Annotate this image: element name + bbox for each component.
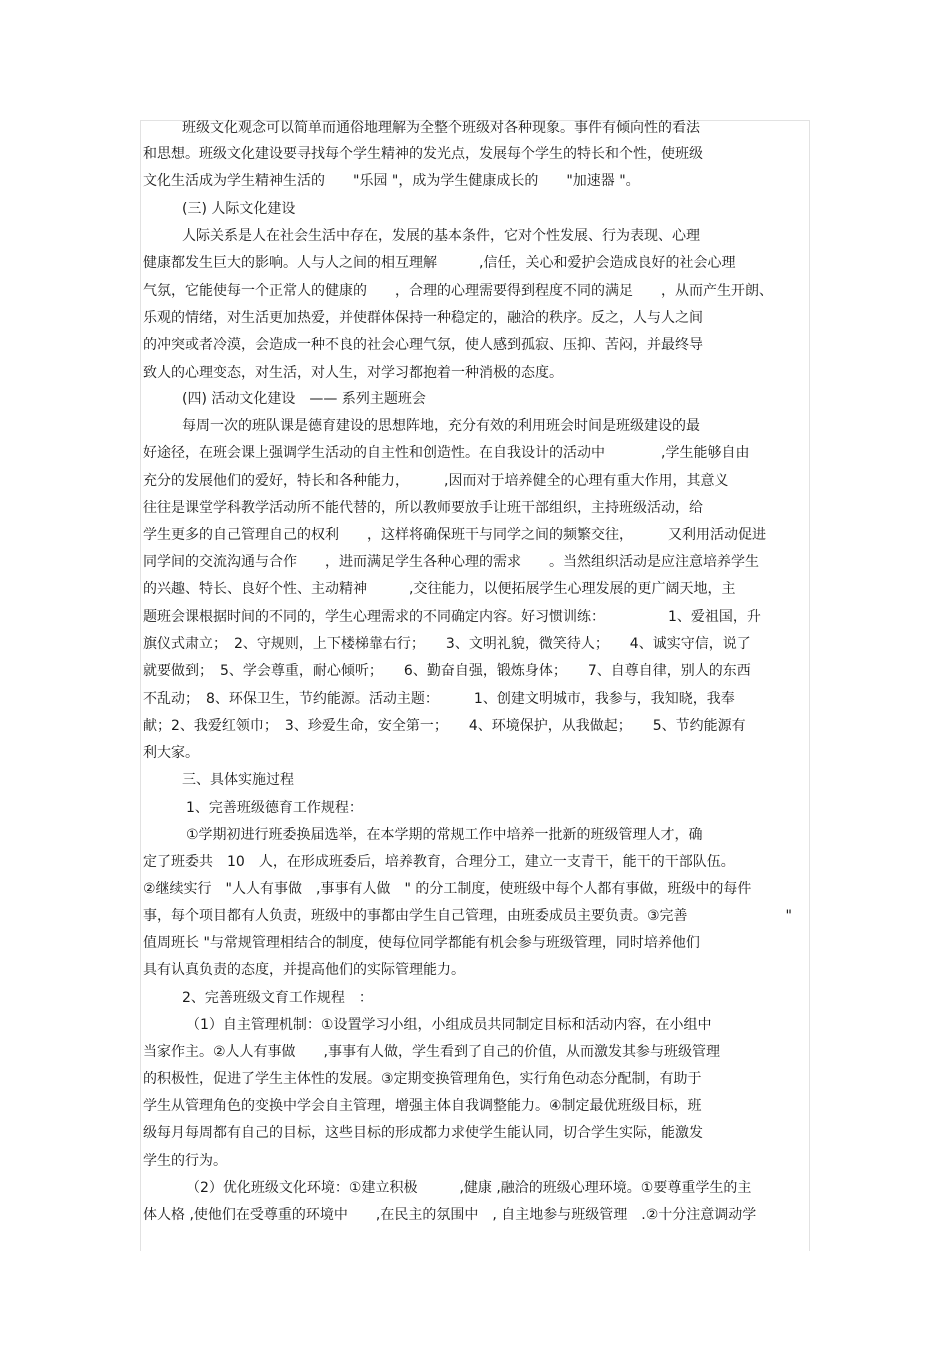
text-line: 学生更多的自己管理自己的权利 ，这样将确保班干与同学之间的频繁交往， 又利用活动促进 xyxy=(143,527,766,543)
text-line: 乐观的情绪，对生活更加热爱，并使群体保持一种稳定的，融洽的秩序。反之，人与人之间 xyxy=(143,310,703,326)
text-line: 学生的行为。 xyxy=(143,1153,227,1169)
text-line: ②继续实行 "人人有事做 ,事事有人做 " 的分工制度，使班级中每个人都有事做，班级中的每件 xyxy=(143,881,752,897)
text-line: 文化生活成为学生精神生活的 "乐园 "，成为学生健康成长的 "加速器 "。 xyxy=(143,173,640,189)
text-line: ①学期初进行班委换届选举，在本学期的常规工作中培养一批新的班级管理人才，确 xyxy=(186,827,703,843)
text-line: 班级文化观念可以简单而通俗地理解为全整个班级对各种现象。事件有倾向性的看法 xyxy=(182,120,700,136)
text-line: 旗仪式肃立； 2、守规则，上下楼梯靠右行； 3、文明礼貌，微笑待人； 4、诚实守信，说了 xyxy=(143,636,751,652)
text-line: （1）自主管理机制：①设置学习小组，小组成员共同制定目标和活动内容，在小组中 xyxy=(186,1017,712,1033)
text-line: 人际关系是人在社会生活中存在，发展的基本条件，它对个性发展、行为表现、心理 xyxy=(182,228,700,244)
subsection-heading: 2、完善班级文育工作规程 ： xyxy=(182,990,373,1006)
text-line: 献；2、我爱红领巾； 3、珍爱生命，安全第一； 4、环境保护，从我做起； 5、节约能源有 xyxy=(143,718,746,734)
text-line: 的积极性，促进了学生主体性的发展。③定期变换管理角色，实行角色动态分配制，有助于 xyxy=(143,1071,702,1087)
section-heading: 三、具体实施过程 xyxy=(182,772,294,788)
subsection-heading: 1、完善班级德育工作规程： xyxy=(186,800,363,816)
section-heading: (四) 活动文化建设 —— 系列主题班会 xyxy=(182,391,426,407)
text-line: 具有认真负责的态度，并提高他们的实际管理能力。 xyxy=(143,962,465,978)
text-line: 往往是课堂学科教学活动所不能代替的，所以教师要放手让班干部组织，主持班级活动，给 xyxy=(143,500,703,516)
text-line: 好途径，在班会课上强调学生活动的自主性和创造性。在自我设计的活动中 ,学生能够自由 xyxy=(143,445,750,461)
text-line: 致人的心理变态，对生活，对人生，对学习都抱着一种消极的态度。 xyxy=(143,365,563,381)
text-line: 级每月每周都有自己的目标，这些目标的形成都力求使学生能认同，切合学生实际，能激发 xyxy=(143,1125,703,1141)
text-line: 利大家。 xyxy=(143,745,199,761)
text-line: 不乱动； 8、环保卫生，节约能源。活动主题： 1、创建文明城市，我参与，我知晓，我奉 xyxy=(143,691,735,707)
text-line: 充分的发展他们的爱好，特长和各种能力， ,因而对于培养健全的心理有重大作用，其意义 xyxy=(143,473,729,489)
text-line: 事，每个项目都有人负责，班级中的事都由学生自己管理，由班委成员主要负责。③完善 " xyxy=(143,908,792,924)
text-line: 的冲突或者冷漠，会造成一种不良的社会心理气氛，使人感到孤寂、压抑、苦闷，并最终导 xyxy=(143,337,703,353)
text-line: 就要做到； 5、学会尊重，耐心倾听； 6、勤奋自强，锻炼身体； 7、自尊自律，别人的东西 xyxy=(143,663,751,679)
text-line: 同学间的交流沟通与合作 ，进而满足学生各种心理的需求 。当然组织活动是应注意培养学生 xyxy=(143,554,759,570)
text-line: （2）优化班级文化环境：①建立积极 ,健康 ,融洽的班级心理环境。①要尊重学生的主 xyxy=(186,1180,752,1196)
text-line: 气氛，它能使每一个正常人的健康的 ，合理的心理需要得到程度不同的满足 ，从而产生开朗、 xyxy=(143,283,773,299)
text-line: 和思想。班级文化建设要寻找每个学生精神的发光点，发展每个学生的特长和个性，使班级 xyxy=(143,146,703,162)
section-heading: (三) 人际文化建设 xyxy=(182,201,296,217)
text-line: 健康都发生巨大的影响。人与人之间的相互理解 ,信任，关心和爱护会造成良好的社会心理 xyxy=(143,255,736,271)
text-line: 题班会课根据时间的不同的，学生心理需求的不同确定内容。好习惯训练： 1、爱祖国，升 xyxy=(143,609,761,625)
text-line: 定了班委共 10 人，在形成班委后，培养教育，合理分工，建立一支青干，能干的干部队伍。 xyxy=(143,854,735,870)
text-line: 学生从管理角色的变换中学会自主管理，增强主体自我调整能力。④制定最优班级目标，班 xyxy=(143,1098,702,1114)
text-line: 每周一次的班队课是德育建设的思想阵地，充分有效的利用班会时间是班级建设的最 xyxy=(182,418,700,434)
text-line: 体人格 ,使他们在受尊重的环境中 ,在民主的氛围中 , 自主地参与班级管理 .②十分注意调动学 xyxy=(143,1207,757,1223)
text-line: 值周班长 "与常规管理相结合的制度，使每位同学都能有机会参与班级管理，同时培养他们 xyxy=(143,935,700,951)
text-line: 当家作主。②人人有事做 ,事事有人做，学生看到了自己的价值，从而激发其参与班级管理 xyxy=(143,1044,720,1060)
text-line: 的兴趣、特长、良好个性、主动精神 ,交往能力，以便拓展学生心理发展的更广阔天地，主 xyxy=(143,581,736,597)
